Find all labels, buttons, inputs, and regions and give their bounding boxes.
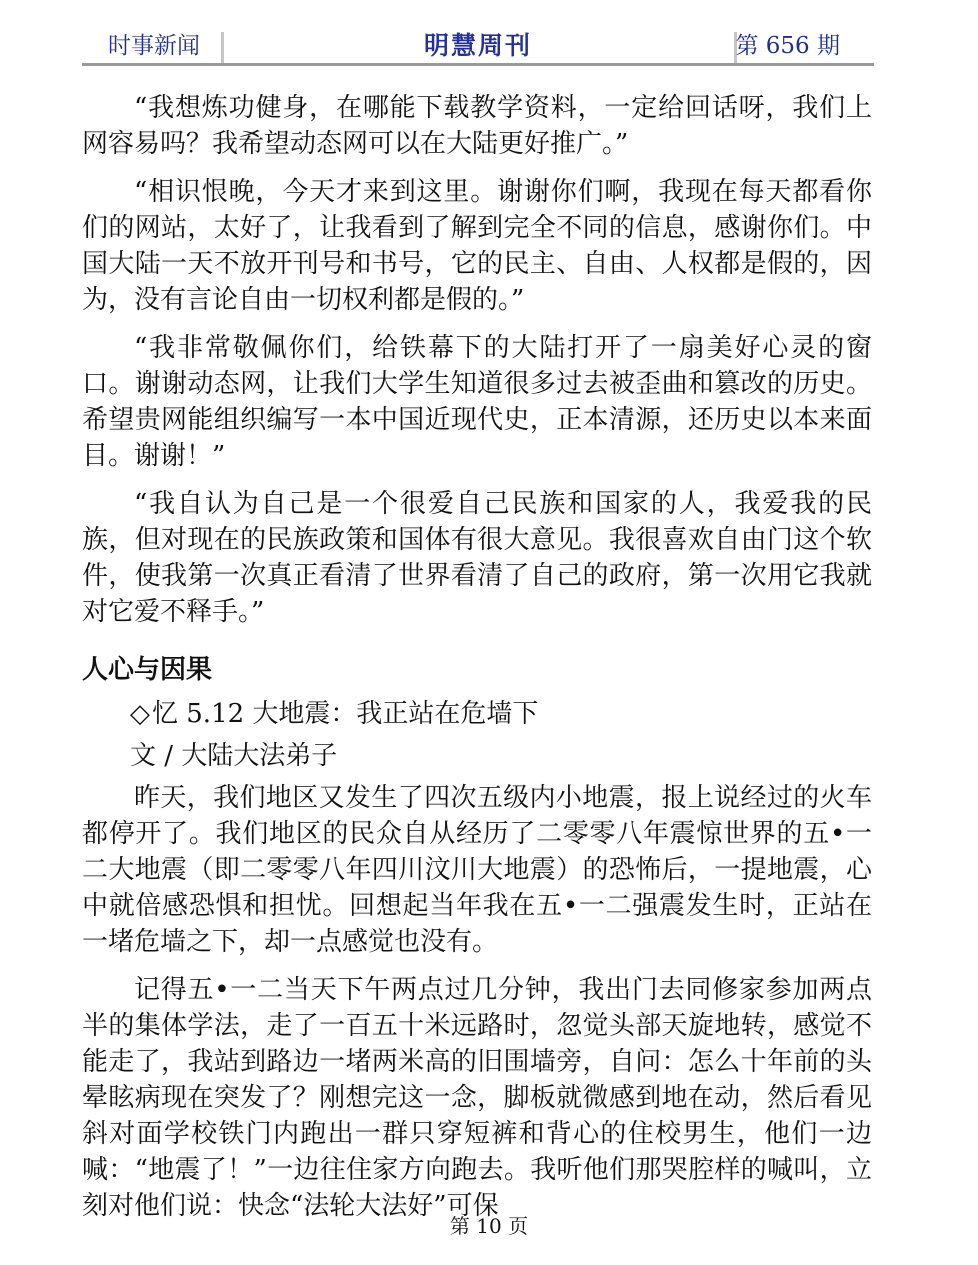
issue-number: 第 656 期 — [735, 33, 840, 59]
page-header — [82, 28, 874, 66]
paragraph: 昨天，我们地区又发生了四次五级内小地震，报上说经过的火车都停开了。我们地区的民众自从经历了二零零八年震惊世界的五•一二大地震（即二零零八年四川汶川大地震）的恐怖后，一提地震，心中就倍感恐惧和担忧。回想起当年我在五•一二强震发生时，正站在一堵危墙之下，却一点感觉也没有。 — [82, 783, 872, 957]
paragraph: “我想炼功健身，在哪能下载教学资料，一定给回话呀，我们上网容易吗？我希望动态网可以在大陆更好推广。” — [82, 93, 872, 159]
paragraph: 记得五•一二当天下午两点过几分钟，我出门去同修家参加两点半的集体学法，走了一百五十米远路时，忽觉头部天旋地转，感觉不能走了，我站到路边一堵两米高的旧围墙旁，自问：怎么十年前的头晕眩病现在突发了？刚想完这一念，脚板就微感到地在动，然后看见斜对面学校铁门内跑出一群只穿短裤和背心的住校男生，他们一边喊：“地震了！”一边往住家方向跑去。我听他们那哭腔样的喊叫，立刻对他们说：快念“法轮大法好”可保 — [82, 975, 872, 1221]
paragraph: “我自认为自己是一个很爱自己民族和国家的人，我爱我的民族，但对现在的民族政策和国体有很大意见。我很喜欢自由门这个软件，使我第一次真正看清了世界看清了自己的政府，第一次用它我就对它爱不释手。” — [82, 489, 872, 627]
section-label: 时事新闻 — [108, 33, 200, 59]
section-heading: 人心与因果 — [82, 655, 213, 685]
paragraph: “我非常敬佩你们，给铁幕下的大陆打开了一扇美好心灵的窗口。谢谢动态网，让我们大学生知道很多过去被歪曲和篡改的历史。希望贵网能组织编写一本中国近现代史，正本清源，还历史以本来面目。谢谢！” — [82, 333, 872, 471]
diamond-icon: ◇ — [130, 699, 150, 729]
article-subhead — [130, 696, 872, 732]
paragraph: “相识恨晚，今天才来到这里。谢谢你们啊，我现在每天都看你们的网站，太好了，让我看到了解到完全不同的信息，感谢你们。中国大陆一天不放开刊号和书号，它的民主、自由、人权都是假的，因为，没有言论自由一切权利都是假的。” — [82, 177, 872, 315]
publication-title: 明慧周刊 — [423, 31, 532, 60]
header-rule — [82, 63, 874, 66]
page-number: 第 10 页 — [449, 1214, 529, 1238]
article-body — [82, 90, 872, 1236]
byline: 文 / 大陆大法弟子 — [130, 741, 338, 771]
article-title: 忆 5.12 大地震：我正站在危墙下 — [152, 699, 539, 729]
